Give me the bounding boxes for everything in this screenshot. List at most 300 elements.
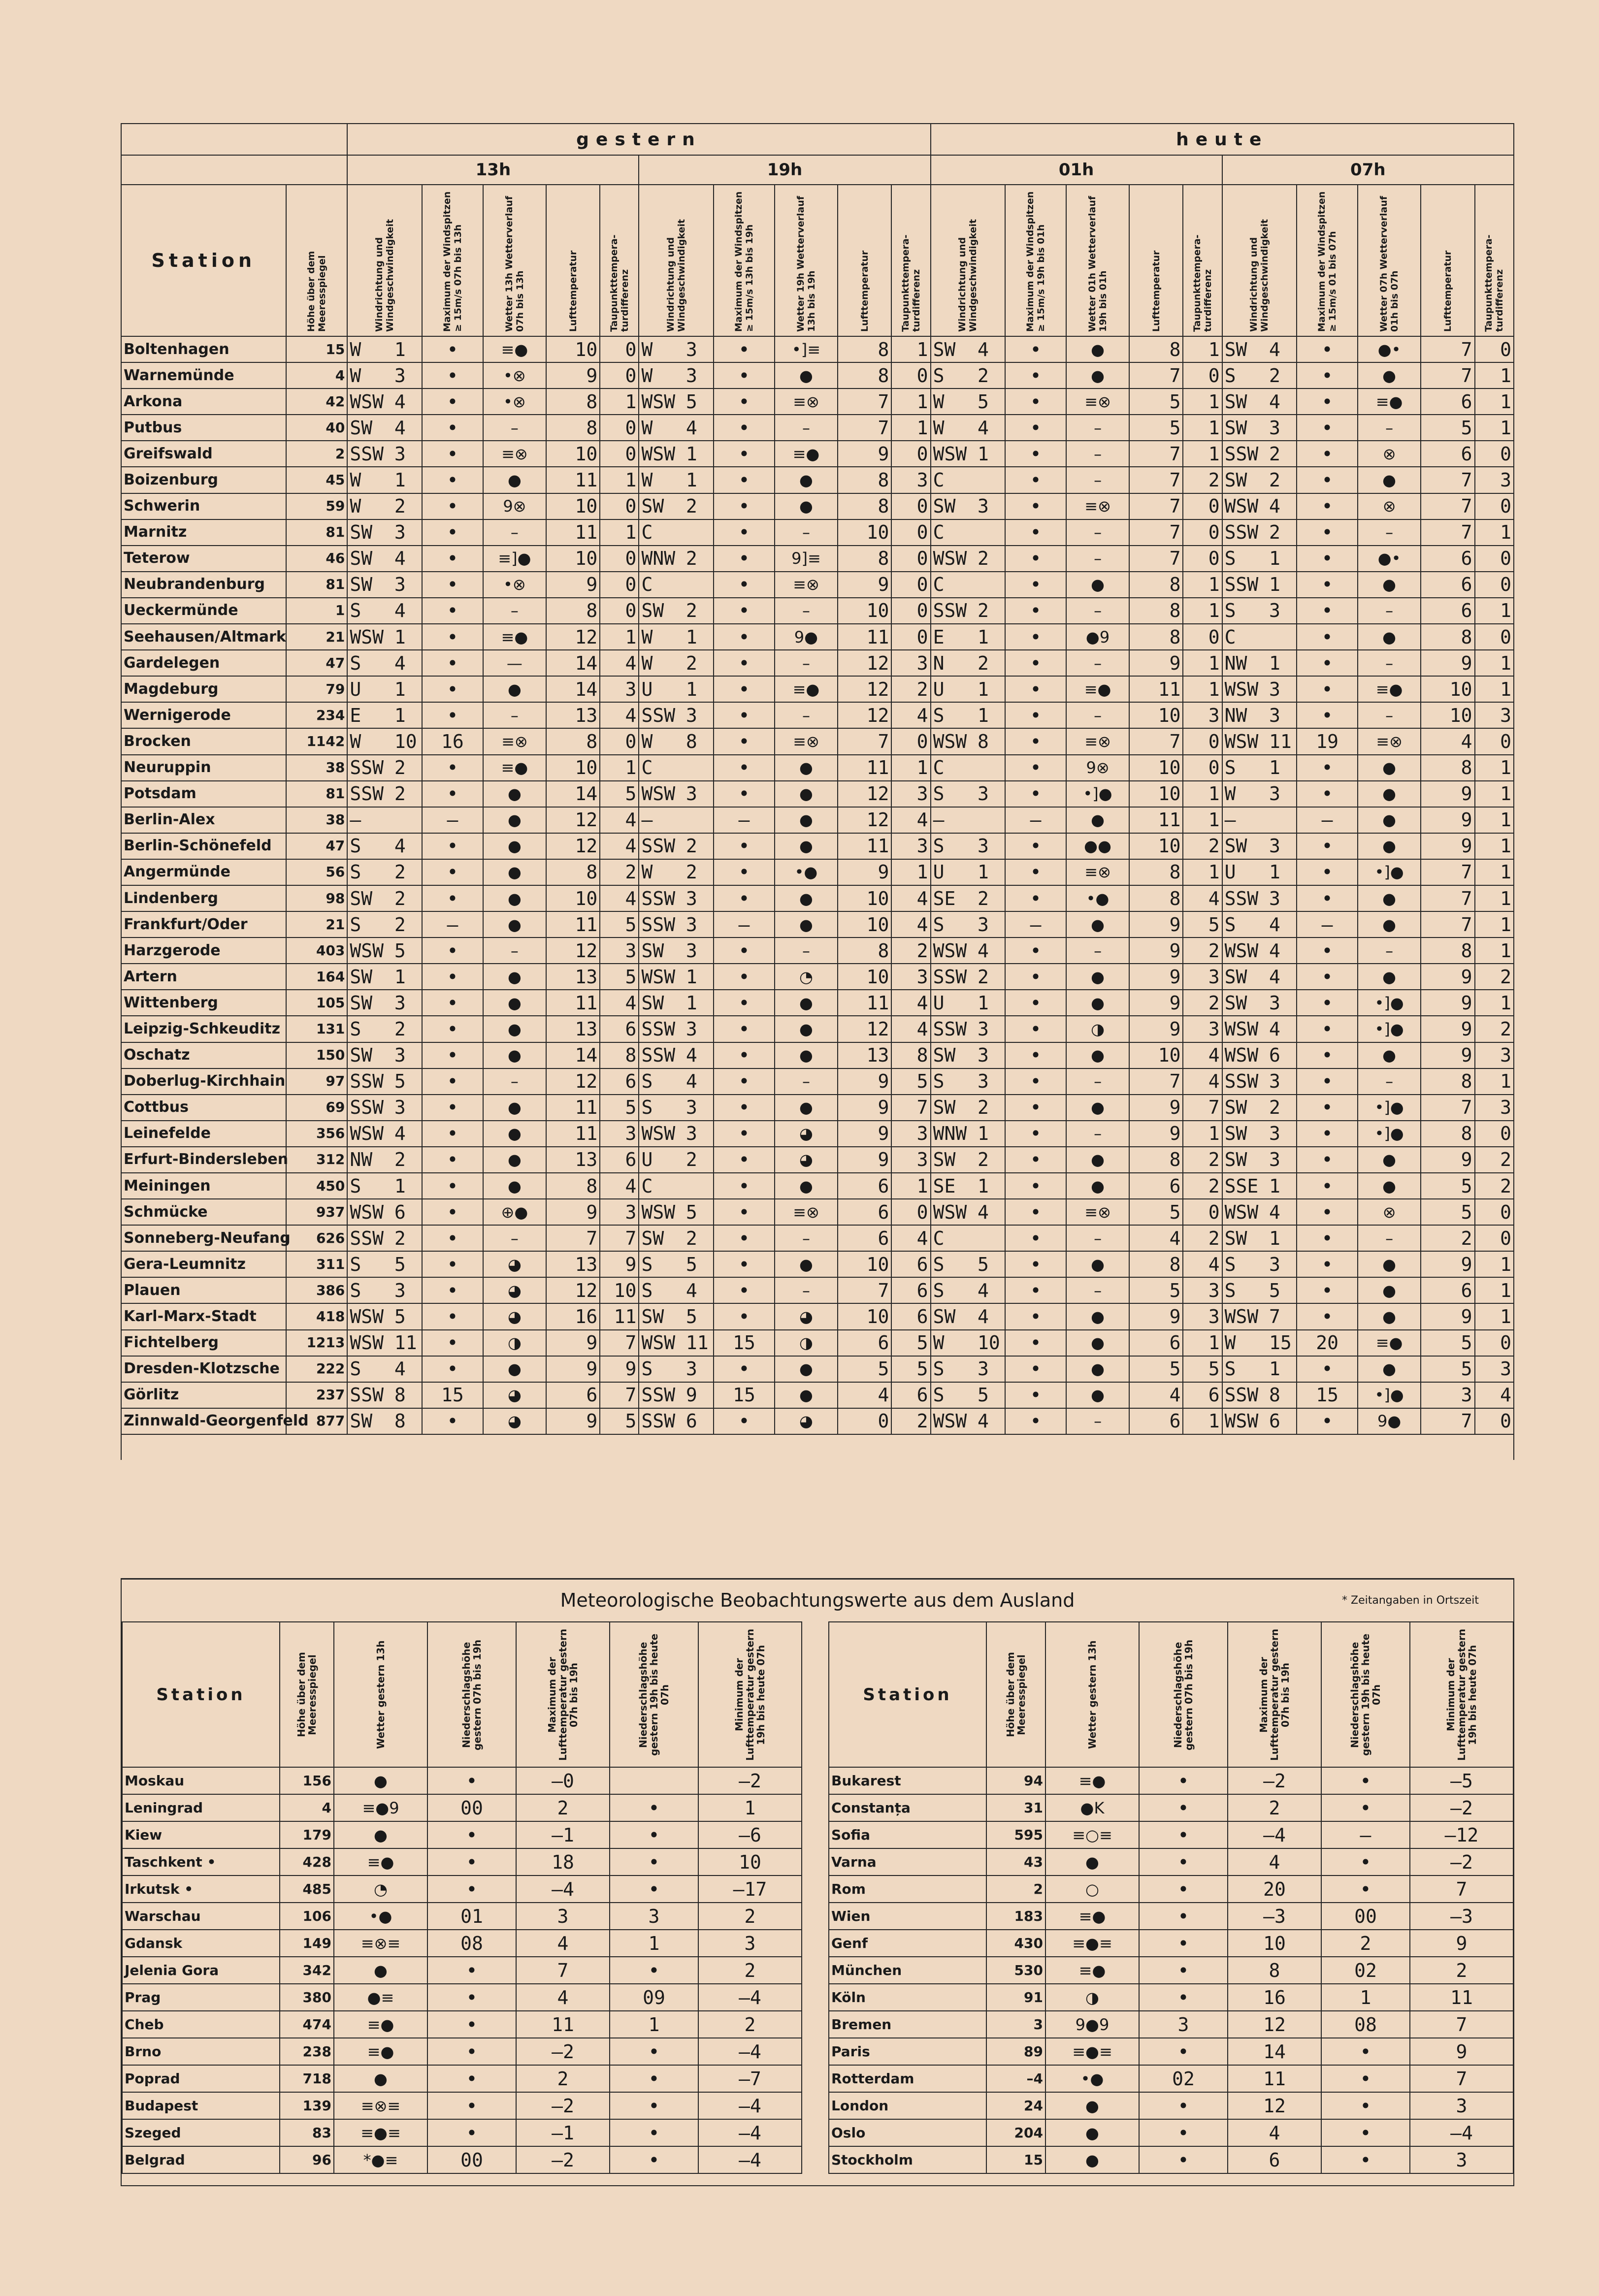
precip-night: • <box>1321 2038 1410 2065</box>
station-altitude: 98 <box>286 885 348 911</box>
temp: 6 <box>1421 598 1474 624</box>
wind-speed: 4 <box>976 938 1005 964</box>
weather: ● <box>334 2065 427 2092</box>
weather: ● <box>1066 1251 1129 1277</box>
wind-speed: 5 <box>392 1068 422 1095</box>
foreign-station-name: Leningrad <box>122 1794 280 1821</box>
weather-header-13: Wetter 13h Wetterverlauf 07h bis 13h <box>483 185 546 336</box>
station-altitude: 234 <box>286 702 348 728</box>
temp: 11 <box>546 911 600 938</box>
wind-speed: 2 <box>976 885 1005 911</box>
wind-speed: 1 <box>1267 546 1297 572</box>
temp: 8 <box>1129 624 1183 650</box>
temp: 5 <box>1129 415 1183 441</box>
weather: 9● <box>775 624 838 650</box>
wind-dir: SSW <box>347 781 392 807</box>
foreign-station-altitude: 428 <box>280 1848 334 1876</box>
station-altitude: 21 <box>286 911 348 938</box>
precip-day: • <box>427 2092 516 2119</box>
foreign-precip-header: Niederschlagshöhe gestern 07h bis 19h <box>427 1622 516 1767</box>
weather: •]● <box>1358 1095 1421 1121</box>
temp: 8 <box>1421 755 1474 781</box>
weather: – <box>1066 650 1129 676</box>
weather: ● <box>1358 1251 1421 1277</box>
foreign-rows-right <box>829 1767 1513 2173</box>
weather: – <box>775 1277 838 1303</box>
wind-dir: SSW <box>639 911 684 938</box>
temp: 9 <box>546 1330 600 1356</box>
foreign-station-name: Oslo <box>829 2119 986 2146</box>
weather: ≡● <box>1045 1767 1139 1794</box>
dewpoint: 3 <box>891 467 930 493</box>
group-gestern: gestern <box>347 124 930 155</box>
wind-dir: SSW <box>931 598 976 624</box>
temp: 8 <box>546 859 600 885</box>
weather: ◕ <box>483 1277 546 1303</box>
station-name: Plauen <box>121 1277 286 1303</box>
gust: • <box>1005 546 1066 572</box>
precip-day: • <box>1139 1903 1228 1930</box>
dewpoint: 2 <box>1183 1147 1222 1173</box>
wind-dir: U <box>639 676 684 702</box>
station-row <box>121 1330 1514 1356</box>
dewpoint: 5 <box>600 781 639 807</box>
tmax: 18 <box>516 1848 610 1876</box>
tmax: 4 <box>1228 2119 1321 2146</box>
foreign-station-name: Stockholm <box>829 2146 986 2173</box>
tmax: 11 <box>516 2011 610 2038</box>
precip-day: • <box>1139 1767 1228 1794</box>
dewpoint: 3 <box>891 1121 930 1147</box>
wind-dir: WSW <box>1222 1199 1267 1225</box>
foreign-precip-header-r: Niederschlagshöhe gestern 07h bis 19h <box>1139 1622 1228 1767</box>
weather: ≡⊗ <box>775 728 838 754</box>
station-name: Gera-Leumnitz <box>121 1251 286 1277</box>
station-row <box>121 833 1514 859</box>
dewpoint: 3 <box>600 938 639 964</box>
dewpoint: 1 <box>1475 650 1514 676</box>
weather: ● <box>775 911 838 938</box>
tmin: –2 <box>1410 1848 1513 1876</box>
station-name: Berlin-Schönefeld <box>121 833 286 859</box>
temp: 6 <box>838 1173 891 1199</box>
weather: ◕ <box>483 1382 546 1408</box>
weather: – <box>775 415 838 441</box>
wind-dir: W <box>639 728 684 754</box>
gust: • <box>714 728 775 754</box>
temp: 7 <box>1421 885 1474 911</box>
dewpoint: 1 <box>891 415 930 441</box>
station-altitude: 311 <box>286 1251 348 1277</box>
wind-dir: SSW <box>1222 1382 1267 1408</box>
wind-dir: SW <box>347 1408 392 1434</box>
tmax: –3 <box>1228 1903 1321 1930</box>
weather: ● <box>1045 2092 1139 2119</box>
weather: ● <box>775 1356 838 1382</box>
wind-dir: S <box>347 1173 392 1199</box>
station-row <box>121 1199 1514 1225</box>
weather: ◕ <box>483 1251 546 1277</box>
wind-dir: WSW <box>931 546 976 572</box>
temp: 10 <box>838 911 891 938</box>
weather: – <box>483 598 546 624</box>
gust: • <box>422 546 483 572</box>
wind-dir: SW <box>931 1147 976 1173</box>
weather: ● <box>483 911 546 938</box>
wind-dir: SW <box>1222 388 1267 415</box>
station-row <box>121 519 1514 546</box>
dewpoint: 6 <box>891 1303 930 1329</box>
station-altitude: 105 <box>286 990 348 1016</box>
tmin: 7 <box>1410 1876 1513 1903</box>
gust: • <box>1297 467 1358 493</box>
precip-day: • <box>1139 2146 1228 2173</box>
foreign-station-row <box>829 2092 1513 2119</box>
precip-night: • <box>610 1957 698 1984</box>
wind-speed: 3 <box>684 702 714 728</box>
station-name: Brocken <box>121 728 286 754</box>
wind-dir: W <box>1222 781 1267 807</box>
station-row <box>121 1173 1514 1199</box>
wind-speed: 6 <box>684 1408 714 1434</box>
wind-speed: 3 <box>392 572 422 598</box>
gust: • <box>1005 938 1066 964</box>
gust-header-19: Maximum der Windspitzen ≥ 15m/s 13h bis 19h <box>714 185 775 336</box>
wind-dir: SE <box>931 885 976 911</box>
wind-dir: SW <box>639 598 684 624</box>
dewpoint: 0 <box>891 493 930 519</box>
temp: 4 <box>838 1382 891 1408</box>
dewpoint: 5 <box>600 911 639 938</box>
dewpoint: 10 <box>600 1277 639 1303</box>
station-row <box>121 964 1514 990</box>
weather: ● <box>1066 911 1129 938</box>
temp: 14 <box>546 676 600 702</box>
dewpoint: 0 <box>1475 624 1514 650</box>
temp: 8 <box>1129 336 1183 362</box>
wind-speed <box>684 572 714 598</box>
temp: 8 <box>1421 624 1474 650</box>
wind-speed: 6 <box>1267 1042 1297 1068</box>
dewpoint: 6 <box>891 1251 930 1277</box>
gust: • <box>714 1095 775 1121</box>
wind-dir: W <box>931 388 976 415</box>
station-name: Görlitz <box>121 1382 286 1408</box>
wind-speed: 7 <box>1267 1303 1297 1329</box>
wind-dir: S <box>639 1095 684 1121</box>
weather: – <box>483 415 546 441</box>
wind-dir: W <box>347 493 392 519</box>
foreign-rows-left <box>122 1767 802 2173</box>
station-altitude: 42 <box>286 388 348 415</box>
wind-speed: 5 <box>392 1303 422 1329</box>
wind-speed: 2 <box>976 1095 1005 1121</box>
precip-night: • <box>610 1876 698 1903</box>
gust: • <box>1297 1356 1358 1382</box>
gust: 20 <box>1297 1330 1358 1356</box>
weather: ≡⊗ <box>1066 493 1129 519</box>
foreign-station-name: Brno <box>122 2038 280 2065</box>
temp: 7 <box>838 1277 891 1303</box>
wind-speed: 3 <box>1267 833 1297 859</box>
station-row <box>121 1016 1514 1042</box>
wind-dir: NW <box>1222 702 1267 728</box>
temp: 8 <box>1421 1121 1474 1147</box>
weather: ≡● <box>1358 676 1421 702</box>
precip-night: • <box>610 1848 698 1876</box>
tmax: 16 <box>1228 1984 1321 2011</box>
gust: • <box>1297 546 1358 572</box>
gust: 15 <box>714 1382 775 1408</box>
temp: 5 <box>1421 1330 1474 1356</box>
precip-night: • <box>1321 2119 1410 2146</box>
wind-dir: SW <box>347 519 392 546</box>
gust: • <box>714 781 775 807</box>
gust: • <box>714 859 775 885</box>
tmin: –2 <box>698 1767 802 1794</box>
temp: 10 <box>546 885 600 911</box>
foreign-station-altitude: 24 <box>986 2092 1045 2119</box>
foreign-station-row <box>122 1821 802 1848</box>
wind-dir: WSW <box>347 624 392 650</box>
dewpoint: 7 <box>600 1382 639 1408</box>
precip-day: 02 <box>1139 2065 1228 2092</box>
weather: ● <box>483 859 546 885</box>
wind-speed: 11 <box>684 1330 714 1356</box>
wind-speed <box>976 1225 1005 1251</box>
gust: • <box>1297 1173 1358 1199</box>
weather: ●● <box>1066 833 1129 859</box>
dewpoint: 8 <box>600 1042 639 1068</box>
precip-day: 3 <box>1139 2011 1228 2038</box>
gust-header-13: Maximum der Windspitzen ≥ 15m/s 07h bis 13h <box>422 185 483 336</box>
temp: 11 <box>838 990 891 1016</box>
gust: • <box>714 1277 775 1303</box>
tmax: –4 <box>1228 1821 1321 1848</box>
precip-day: • <box>1139 1984 1228 2011</box>
station-name: Leipzig-Schkeuditz <box>121 1016 286 1042</box>
altitude-header: Höhe über dem Meeresspiegel <box>286 185 348 336</box>
precip-day: • <box>1139 1794 1228 1821</box>
wind-dir: SW <box>1222 415 1267 441</box>
weather: ≡● <box>334 1848 427 1876</box>
wind-dir: S <box>931 911 976 938</box>
dewpoint: 4 <box>891 807 930 833</box>
weather: *●≡ <box>334 2146 427 2173</box>
wind-speed: 1 <box>1267 859 1297 885</box>
wind-dir: SW <box>347 964 392 990</box>
wind-dir: NW <box>347 1147 392 1173</box>
wind-speed: 4 <box>392 415 422 441</box>
dewpoint: 3 <box>1475 467 1514 493</box>
dewpoint: 1 <box>1475 1303 1514 1329</box>
wind-dir: SSW <box>1222 572 1267 598</box>
station-row <box>121 598 1514 624</box>
gust: – <box>714 807 775 833</box>
temp: 10 <box>838 519 891 546</box>
tmax: 8 <box>1228 1957 1321 1984</box>
wind-speed: 4 <box>684 1068 714 1095</box>
wind-speed: 1 <box>392 964 422 990</box>
weather: ≡⊗ <box>483 441 546 467</box>
wind-speed: 2 <box>684 650 714 676</box>
gust: • <box>1005 1408 1066 1434</box>
weather: ● <box>775 1173 838 1199</box>
tmax: 2 <box>516 1794 610 1821</box>
wind-dir: WSW <box>931 728 976 754</box>
temp: 11 <box>546 1121 600 1147</box>
tmax: –2 <box>516 2146 610 2173</box>
wind-dir: – <box>347 807 392 833</box>
weather: ● <box>1066 572 1129 598</box>
time-01h: 01h <box>931 155 1222 185</box>
foreign-station-altitude: 156 <box>280 1767 334 1794</box>
dewpoint: 1 <box>1183 1330 1222 1356</box>
station-row <box>121 441 1514 467</box>
temp: 4 <box>1129 1225 1183 1251</box>
wind-dir: WSW <box>1222 1303 1267 1329</box>
station-altitude: 131 <box>286 1016 348 1042</box>
foreign-station-altitude: 2 <box>986 1876 1045 1903</box>
wind-speed: 4 <box>392 598 422 624</box>
dewpoint: 1 <box>891 859 930 885</box>
dewpoint: 1 <box>1183 598 1222 624</box>
wind-speed: 3 <box>1267 702 1297 728</box>
wind-speed: 1 <box>392 1173 422 1199</box>
station-altitude: 1213 <box>286 1330 348 1356</box>
temp: 10 <box>546 336 600 362</box>
foreign-station-name: Poprad <box>122 2065 280 2092</box>
foreign-station-name: Gdansk <box>122 1930 280 1957</box>
wind-speed: 1 <box>976 859 1005 885</box>
wind-dir: S <box>639 1356 684 1382</box>
temp: 7 <box>1129 467 1183 493</box>
wind-dir: C <box>931 1225 976 1251</box>
gust-header-01: Maximum der Windspitzen ≥ 15m/s 19h bis 01h <box>1005 185 1066 336</box>
wind-dir: SW <box>931 1303 976 1329</box>
wind-speed: 2 <box>392 1147 422 1173</box>
weather: ● <box>1358 781 1421 807</box>
weather: ◕ <box>483 1408 546 1434</box>
temp: 7 <box>838 415 891 441</box>
weather: ≡● <box>483 755 546 781</box>
wind-dir: WSW <box>347 1121 392 1147</box>
station-row <box>121 572 1514 598</box>
temp: 10 <box>838 964 891 990</box>
gust: • <box>1297 1042 1358 1068</box>
dewpoint: 1 <box>600 519 639 546</box>
weather: 9⊗ <box>483 493 546 519</box>
wind-dir: S <box>931 833 976 859</box>
time-19h: 19h <box>639 155 930 185</box>
gust: • <box>422 833 483 859</box>
dewpoint: 0 <box>600 572 639 598</box>
wind-dir: SSW <box>931 964 976 990</box>
dewpoint: 0 <box>891 1199 930 1225</box>
gust: • <box>714 990 775 1016</box>
gust: • <box>1297 336 1358 362</box>
gust: • <box>1297 493 1358 519</box>
dewpoint: 3 <box>891 781 930 807</box>
wind-speed: 4 <box>684 1277 714 1303</box>
dewpoint: 3 <box>891 650 930 676</box>
weather: ● <box>775 467 838 493</box>
wind-dir: SW <box>1222 467 1267 493</box>
wind-header-07: Windrichtung und Windgeschwindigkeit <box>1222 185 1297 336</box>
temp: 3 <box>1421 1382 1474 1408</box>
foreign-station-row <box>122 2146 802 2173</box>
foreign-tmin-header: Minimum der Lufttemperatur gestern 19h bis heute 07h <box>698 1622 802 1767</box>
wind-speed: 1 <box>976 676 1005 702</box>
temp: 7 <box>1129 1068 1183 1095</box>
wind-dir: SSW <box>347 1225 392 1251</box>
temp: 7 <box>1129 441 1183 467</box>
wind-speed: 2 <box>1267 519 1297 546</box>
dewpoint: 2 <box>1183 1173 1222 1199</box>
station-row <box>121 755 1514 781</box>
wind-speed: 1 <box>392 676 422 702</box>
gust: • <box>1297 362 1358 388</box>
dewpoint: 6 <box>891 1277 930 1303</box>
wind-speed: 3 <box>976 833 1005 859</box>
weather: •]● <box>1066 781 1129 807</box>
wind-dir: S <box>931 1277 976 1303</box>
temp: 9 <box>1421 807 1474 833</box>
temp: 8 <box>838 938 891 964</box>
temp: 6 <box>1129 1408 1183 1434</box>
wind-speed: 3 <box>684 1121 714 1147</box>
station-altitude: 15 <box>286 336 348 362</box>
gust: • <box>422 938 483 964</box>
gust: • <box>1005 362 1066 388</box>
wind-speed: 3 <box>1267 1147 1297 1173</box>
wind-dir: S <box>1222 546 1267 572</box>
tmin: –7 <box>698 2065 802 2092</box>
weather: ≡⊗≡ <box>334 1930 427 1957</box>
wind-speed: 1 <box>684 624 714 650</box>
temp: 5 <box>1129 1199 1183 1225</box>
temp: 13 <box>546 1251 600 1277</box>
foreign-station-row <box>829 1767 1513 1794</box>
station-name: Frankfurt/Oder <box>121 911 286 938</box>
precip-day: 08 <box>427 1930 516 1957</box>
precip-day: • <box>1139 2038 1228 2065</box>
weather: – <box>775 519 838 546</box>
wind-speed: 5 <box>684 1303 714 1329</box>
foreign-station-altitude: 149 <box>280 1930 334 1957</box>
foreign-station-altitude: 430 <box>986 1930 1045 1957</box>
dewpoint: 1 <box>1475 885 1514 911</box>
wind-dir: U <box>1222 859 1267 885</box>
weather: ● <box>775 1382 838 1408</box>
station-altitude: 150 <box>286 1042 348 1068</box>
wind-dir: W <box>639 624 684 650</box>
wind-speed: 2 <box>976 598 1005 624</box>
foreign-station-row <box>829 1876 1513 1903</box>
dewpoint: 0 <box>1475 441 1514 467</box>
precip-night: • <box>610 2065 698 2092</box>
wind-header-19: Windrichtung und Windgeschwindigkeit <box>639 185 714 336</box>
station-name: Lindenberg <box>121 885 286 911</box>
gust: • <box>1297 1225 1358 1251</box>
precip-night: 09 <box>610 1984 698 2011</box>
foreign-station-altitude: 238 <box>280 2038 334 2065</box>
dewpoint: 3 <box>1475 702 1514 728</box>
station-altitude: 47 <box>286 833 348 859</box>
station-name: Putbus <box>121 415 286 441</box>
station-altitude: 164 <box>286 964 348 990</box>
station-name: Schwerin <box>121 493 286 519</box>
